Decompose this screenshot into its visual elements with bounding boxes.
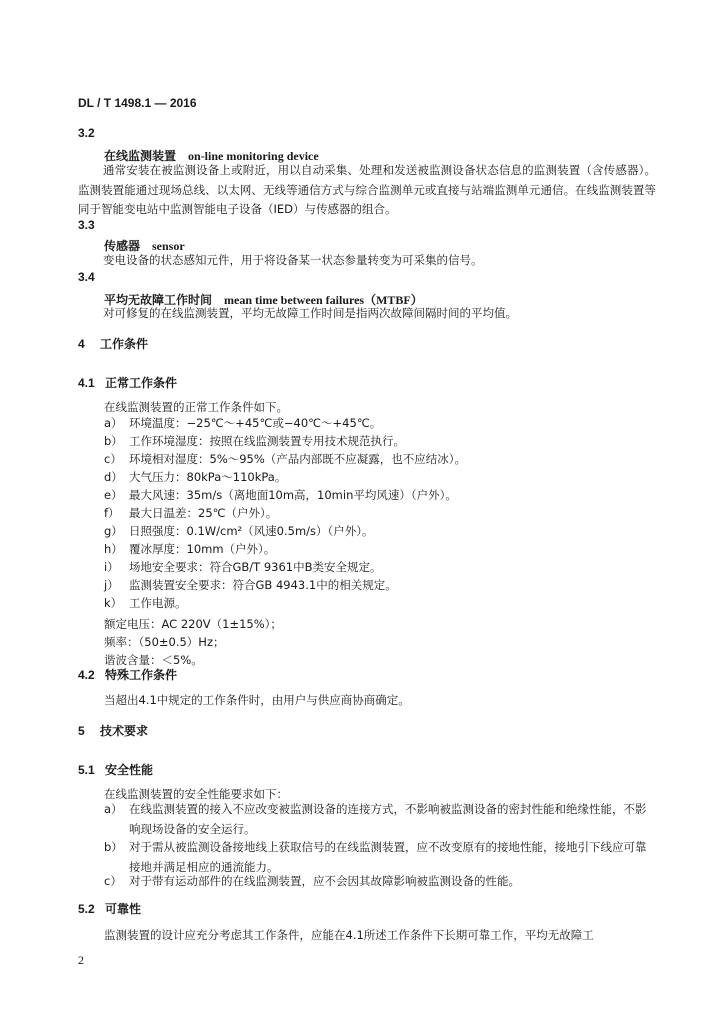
clause-number-3-3: 3.3 — [78, 218, 95, 232]
section-heading-5 — [78, 722, 148, 739]
list-item: d） 大气压力：80kPa～110kPa。 — [104, 470, 287, 484]
section-title: 正常工作条件 — [105, 376, 178, 390]
list-item: b） 对于需从被监测设备接地线上获取信号的在线监测装置，应不改变原有的接地性能，接地引下线应可靠接地并满足相应的通流能力。 — [104, 840, 647, 874]
term-cn: 传感器 — [104, 239, 141, 253]
clause-text-5-2: 监测装置的设计应充分考虑其工作条件，应能在4.1所述工作条件下长期可靠工作，平均无故障工 — [104, 928, 594, 942]
standard-header: DL / T 1498.1 — 2016 — [78, 96, 197, 110]
power-rated-voltage: 额定电压：AC 220V（1±15%）； — [104, 617, 282, 631]
section-heading-4 — [78, 335, 148, 352]
term-en: on-line monitoring device — [188, 149, 319, 163]
section-heading-4-1 — [78, 374, 177, 391]
section-number: 4.1 — [78, 376, 95, 390]
list-item: a） 环境温度：−25℃～+45℃或−40℃～+45℃。 — [104, 416, 382, 430]
list-item: c） 对于带有运动部件的在线监测装置，应不会因其故障影响被监测设备的性能。 — [104, 874, 520, 888]
section-title: 工作条件 — [100, 337, 149, 351]
section-number: 4.2 — [78, 668, 95, 682]
list-item: j） 监测装置安全要求：符合GB 4943.1中的相关规定。 — [104, 578, 397, 592]
clause-number-3-4: 3.4 — [78, 270, 95, 284]
list-item: b） 工作环境湿度：按照在线监测装置专用技术规范执行。 — [104, 434, 405, 448]
power-frequency: 频率：（50±0.5）Hz； — [104, 635, 225, 649]
term-cn: 在线监测装置 — [104, 149, 177, 163]
clause-text-3-3: 变电设备的状态感知元件，用于将设备某一状态参量转变为可采集的信号。 — [103, 253, 483, 267]
conditions-intro: 在线监测装置的正常工作条件如下。 — [104, 400, 288, 414]
term-en: sensor — [152, 239, 185, 253]
clause-text-4-2: 当超出4.1中规定的工作条件时，由用户与供应商协商确定。 — [104, 693, 410, 707]
section-title: 技术要求 — [100, 724, 149, 738]
list-item: i） 场地安全要求：符合GB/T 9361中B类安全规定。 — [104, 560, 382, 574]
clause-text-3-4: 对可修复的在线监测装置，平均无故障工作时间是指两次故障间隔时间的平均值。 — [103, 306, 517, 320]
list-item: g） 日照强度：0.1W/cm²（风速0.5m/s）（户外）。 — [104, 524, 374, 538]
page-number: 2 — [78, 953, 84, 967]
clause-text-3-2: 通常安装在被监测设备上或附近，用以自动采集、处理和发送被监测设备状态信息的监测装置（含传感器）。监测装置能通过现场总线、以太网、无线等通信方式与综合监测单元或直接与站端监测单元通信。在线监测装置等同于智能变电站中监测智能电子设备（IED）与传感器的组合。 — [78, 163, 656, 216]
section-title: 特殊工作条件 — [105, 668, 178, 682]
section-number: 5.1 — [78, 763, 95, 777]
clause-number-3-2: 3.2 — [78, 126, 95, 140]
list-item: c） 环境相对湿度：5%～95%（产品内部既不应凝露，也不应结冰）。 — [104, 452, 467, 466]
section-heading-4-2 — [78, 666, 177, 683]
section-heading-5-1 — [78, 761, 153, 778]
list-item: f） 最大日温差：25℃（户外）。 — [104, 506, 278, 520]
section-heading-5-2 — [78, 900, 141, 917]
section-title: 可靠性 — [105, 902, 142, 916]
section-number: 5.2 — [78, 902, 95, 916]
section-number: 4 — [78, 337, 85, 351]
list-item: e） 最大风速：35m/s（离地面10m高，10min平均风速）（户外）。 — [104, 488, 457, 502]
safety-intro: 在线监测装置的安全性能要求如下： — [104, 787, 288, 801]
list-item: h） 覆冰厚度：10mm（户外）。 — [104, 542, 276, 556]
power-harmonic: 谐波含量：＜5%。 — [104, 653, 203, 667]
term-en: mean time between failures（MTBF） — [224, 293, 423, 307]
section-number: 5 — [78, 724, 85, 738]
term-cn: 平均无故障工作时间 — [104, 293, 213, 307]
list-item: k） 工作电源。 — [104, 596, 187, 610]
list-item: a） 在线监测装置的接入不应改变被监测设备的连接方式，不影响被监测设备的密封性能和绝缘性能，不影响现场设备的安全运行。 — [104, 802, 647, 836]
section-title: 安全性能 — [105, 763, 154, 777]
